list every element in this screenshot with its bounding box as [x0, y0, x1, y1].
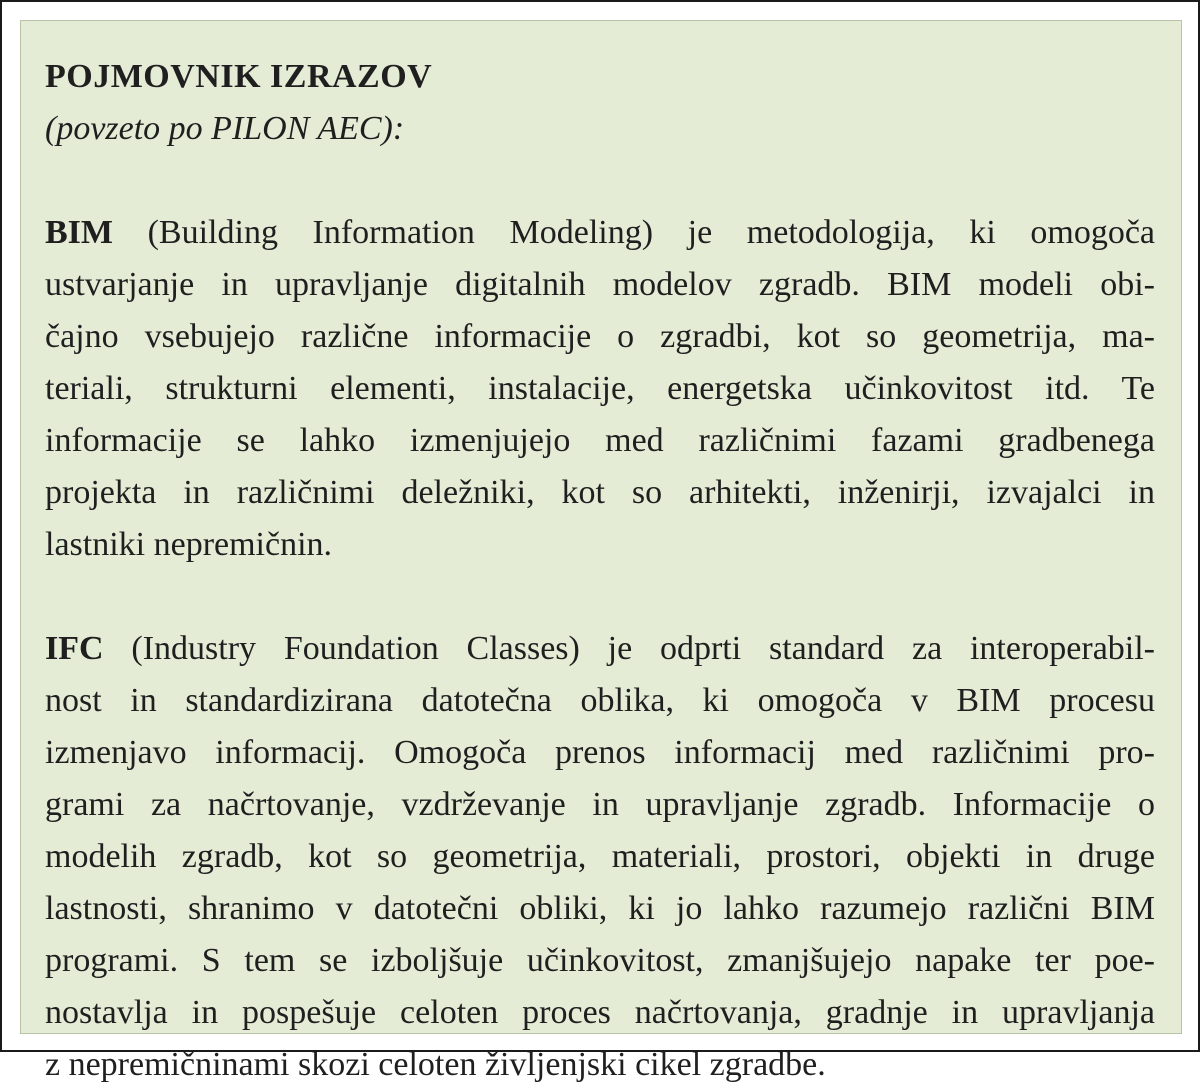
glossary-title: POJMOVNIK IZRAZOV	[45, 58, 433, 95]
term-ifc: IFC	[45, 630, 104, 667]
entry-line: modelih zgradb, kot so geometrija, materiali, prostori, objekti in druge	[45, 838, 1155, 875]
entry-line: lastniki nepremičnin.	[45, 526, 333, 563]
entry-line: z nepremičninami skozi celoten življenjski cikel zgradbe.	[45, 1046, 826, 1083]
entry-line: projekta in različnimi deležniki, kot so arhitekti, inženirji, izvajalci in	[45, 474, 1155, 511]
entry-line: čajno vsebujejo različne informacije o zgradbi, kot so geometrija, ma-	[45, 318, 1155, 355]
entry-line: informacije se lahko izmenjujejo med različnimi fazami gradbenega	[45, 422, 1155, 459]
entry-line: programi. S tem se izboljšuje učinkovitost, zmanjšujejo napake ter poe-	[45, 942, 1155, 979]
entry-line: grami za načrtovanje, vzdrževanje in upravljanje zgradb. Informacije o	[45, 786, 1155, 823]
entry-line: nostavlja in pospešuje celoten proces načrtovanja, gradnje in upravljanja	[45, 994, 1155, 1031]
glossary-box	[20, 20, 1182, 1083]
entry-line: IFC (Industry Foundation Classes) je odprti standard za interoperabil-	[45, 630, 1155, 667]
entry-line: izmenjavo informacij. Omogoča prenos informacij med različnimi pro-	[45, 734, 1155, 771]
term-bim: BIM	[45, 214, 113, 251]
entry-line: BIM (Building Information Modeling) je metodologija, ki omogoča	[45, 214, 1155, 251]
entry-line: lastnosti, shranimo v datotečni obliki, ki jo lahko razumejo različni BIM	[45, 890, 1155, 927]
entry-line: nost in standardizirana datotečna oblika, ki omogoča v BIM procesu	[45, 682, 1155, 719]
entry-line: ustvarjanje in upravljanje digitalnih modelov zgradb. BIM modeli obi-	[45, 266, 1155, 303]
glossary-entry-bim	[45, 207, 1155, 571]
glossary-source: (povzeto po PILON AEC):	[45, 110, 405, 147]
entry-line: teriali, strukturni elementi, instalacije, energetska učinkovitost itd. Te	[45, 370, 1155, 407]
glossary-entry-ifc	[45, 623, 1155, 1091]
